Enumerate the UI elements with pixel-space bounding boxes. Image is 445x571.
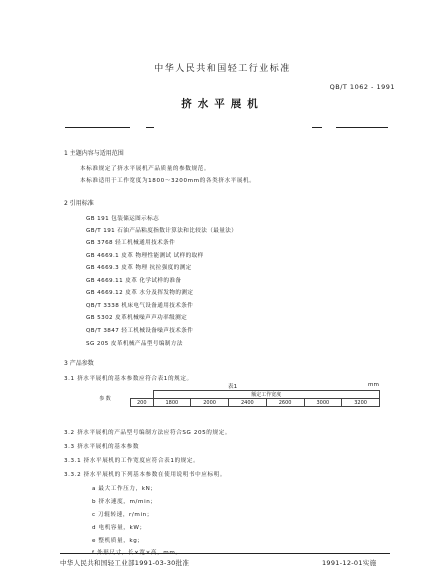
footer-approved: 中华人民共和国轻工业部1991-03-30批准 [60,559,190,567]
param-item: d 电机容量，kW； [92,525,146,531]
header-rule-right [336,127,388,128]
ref-item: SG 205 皮革机械产品型号编制方法 [86,341,183,347]
ref-item: GB 5302 皮革机械噪声声功率级测定 [86,315,188,321]
header-rule-right-short [312,127,322,128]
ref-item: QB/T 3338 机床电气设备通用技术条件 [86,303,194,309]
issuer-title: 中华人民共和国轻工行业标准 [154,64,291,74]
table-cell: 1800 [153,399,191,407]
param-item: e 整机质量，kg； [92,538,144,544]
document-title: 挤水平展机 [181,98,264,110]
table-row-label: 参 数 [99,396,111,402]
param-item: c 刀辊转速，r/min； [92,512,153,518]
param-item: a 最大工作压力，kN； [92,486,157,492]
table-caption: 表1 [228,384,238,390]
ref-item: GB 4669.1 皮革 物理性能测试 试样的取样 [86,253,204,259]
ref-item: GB 3768 轻工机械通用技术条件 [86,240,176,246]
ref-item: QB/T 3847 轻工机械设备噪声技术条件 [86,328,194,334]
table-cell: 3000 [304,399,342,407]
table-cell: 2600 [266,399,304,407]
header-rule-left [65,127,130,128]
table-col-group: 额定工作宽度 [153,391,380,399]
table-cell: 3200 [342,399,380,407]
clause-3-1: 3.1 挤水平展机的基本参数应符合表1的规定。 [64,376,193,382]
section-1-line-1: 本标准规定了挤水平展机产品质量的参数规范。 [80,166,211,172]
clause-3-2: 3.2 挤水平展机的产品型号编制方法应符合SG 205的规定。 [64,430,232,436]
clause-3-3: 3.3 挤水平展机的基本参数 [64,444,140,450]
header-rule-left-short [146,127,154,128]
parameter-table [80,390,380,407]
footer-rule [60,553,390,554]
section-1-line-2: 本标准适用于工作宽度为1800～3200mm的各类挤水平展机。 [80,178,256,184]
standard-number: QB/T 1062 - 1991 [329,83,395,91]
footer-effective: 1991-12-01实施 [322,559,377,567]
section-1-heading: 1 主题内容与适用范围 [64,150,124,157]
ref-item: GB 4669.3 皮革 物理 抗拉强度的测定 [86,265,192,271]
clause-3-3-1: 3.3.1 挤水平展机的工作宽度应符合表1的规定。 [64,458,200,464]
ref-item: GB 191 包装储运图示标志 [86,216,160,222]
ref-item: GB/T 191 石油产品粘度指数计算法和比较法（最量法） [86,228,238,234]
table-cell: 2400 [229,399,267,407]
ref-item: GB 4669.11 皮革 化学试样的准备 [86,278,182,284]
section-2-heading: 2 引用标准 [64,200,94,207]
clause-3-3-2: 3.3.2 挤水平展机的下列基本参数在使用说明书中应标明。 [64,472,227,478]
param-item: b 挤水速度，m/min； [92,499,157,505]
table-cell: 200 [131,399,154,407]
param-item: f 外形尺寸，长×宽×高，mm。 [92,550,182,556]
section-3-heading: 3 产品参数 [64,360,94,367]
ref-item: GB 4669.12 皮革 水分及挥发物的测定 [86,290,194,296]
table-cell: 2000 [191,399,229,407]
table-unit: mm [368,382,379,388]
